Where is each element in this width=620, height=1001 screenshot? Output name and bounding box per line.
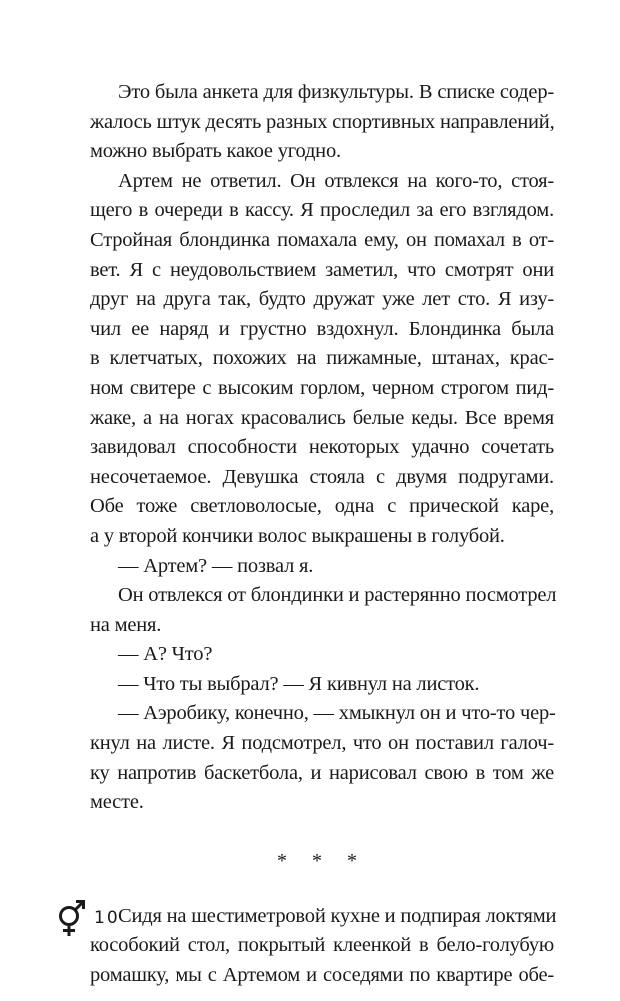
- text-line: несочетаемое. Девушка стояла с двумя подругами.: [90, 465, 554, 488]
- text-line: кособокий стол, покрытый клеенкой в бело-голубую: [90, 934, 554, 957]
- paragraph: [90, 640, 554, 670]
- text-line: — Что ты выбрал? — Я кивнул на листок.: [118, 672, 480, 695]
- text-line: кнул на листе. Я подсмотрел, что он поставил галоч-: [90, 732, 554, 755]
- text-line: на меня.: [90, 613, 162, 636]
- text-line: вет. Я с неудовольствием заметил, что смотрят они: [90, 258, 554, 281]
- paragraph: [90, 167, 554, 552]
- text-line: — Аэробику, конечно, — хмыкнул он и что-то чер-: [118, 702, 556, 725]
- text-line: Это была анкета для физкультуры. В списке содер-: [118, 81, 554, 103]
- text-line: щего в очереди в кассу. Я проследил за его взглядом.: [90, 199, 554, 222]
- text-line: можно выбрать какое угодно.: [90, 140, 341, 163]
- text-line: месте.: [90, 791, 144, 814]
- text-line: Обе тоже светловолосые, одна с прической каре,: [90, 495, 554, 518]
- text-line: ном свитере с высоким горлом, черном строгом пид-: [90, 376, 554, 399]
- text-line: жалось штук десять разных спортивных направлений,: [90, 110, 555, 133]
- paragraph: [90, 670, 554, 700]
- text-line: Артем не ответил. Он отвлекся на кого-то, стоя-: [118, 169, 554, 192]
- page-footer: [56, 898, 120, 938]
- male-female-symbol-icon: [56, 898, 86, 938]
- text-line: в клетчатых, похожих на пижамные, штанах, крас-: [90, 347, 554, 370]
- text-line: друг на друга так, будто дружат уже лет сто. Я изу-: [90, 288, 554, 311]
- section-separator: * * *: [277, 849, 367, 872]
- text-line: Сидя на шестиметровой кухне и подпирая локтями: [118, 904, 557, 927]
- text-line: Стройная блондинка помахала ему, он помахал в от-: [90, 228, 554, 251]
- text-line: Он отвлекся от блондинки и растерянно посмотрел: [118, 584, 557, 607]
- page-number: 10: [94, 908, 120, 928]
- paragraph: [90, 581, 557, 640]
- text-line: — А? Что?: [118, 643, 213, 666]
- text-line: а у второй кончики волос выкрашены в голубой.: [90, 524, 505, 547]
- paragraph: [90, 78, 554, 167]
- text-line: завидовал способности некоторых удачно сочетать: [90, 436, 554, 459]
- text-line: — Артем? — позвал я.: [118, 554, 314, 577]
- paragraph: [90, 552, 554, 582]
- book-page: [90, 78, 557, 991]
- text-line: жаке, а на ногах красовались белые кеды. Все время: [90, 406, 554, 429]
- text-line: ромашку, мы с Артемом и соседями по квартире обе-: [90, 964, 554, 987]
- paragraph: [90, 699, 554, 817]
- text-line: ку напротив баскетбола, и нарисовал свою в том же: [90, 761, 554, 784]
- text-line: чил ее наряд и грустно вздохнул. Блондинка была: [90, 317, 554, 340]
- paragraph: [90, 902, 557, 991]
